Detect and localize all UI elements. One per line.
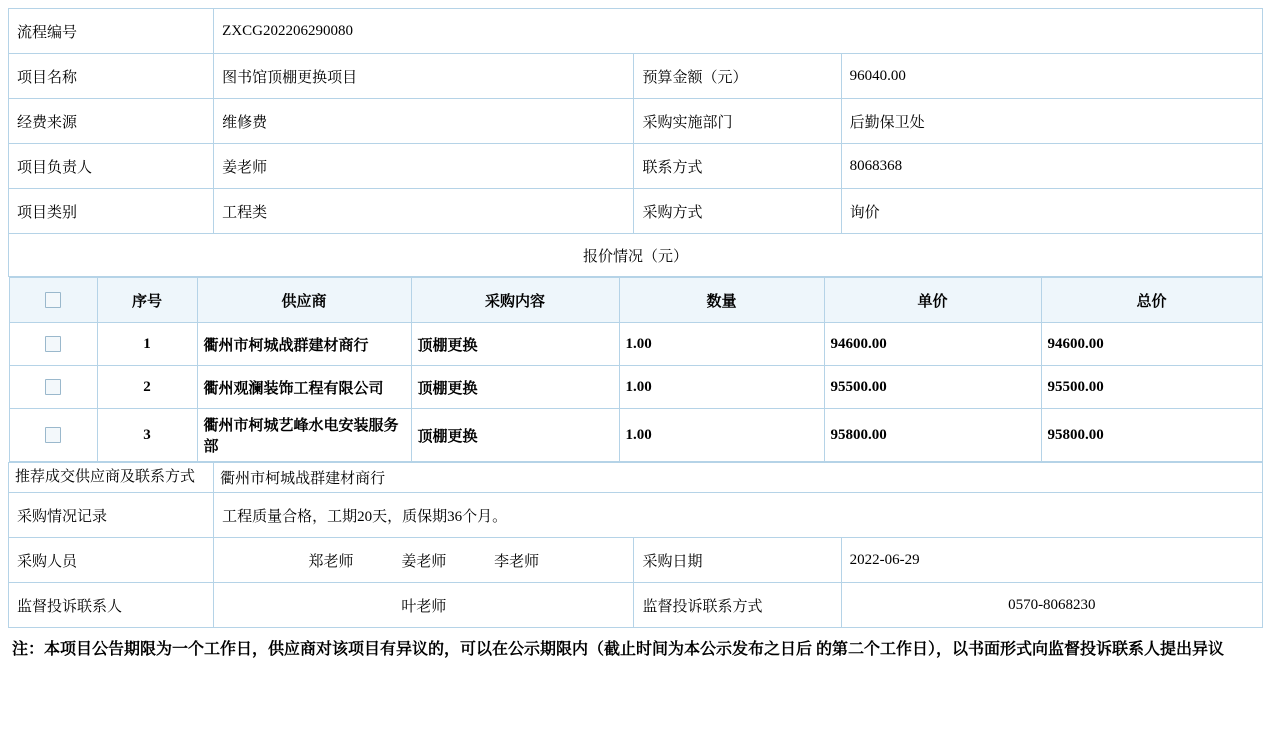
- buyer-name: 李老师: [494, 553, 540, 570]
- row-checkbox[interactable]: [45, 379, 61, 395]
- buyer-name: 姜老师: [401, 553, 447, 570]
- field-value-method: 询价: [841, 189, 1262, 234]
- table-row: [9, 277, 1263, 463]
- row-checkbox[interactable]: [45, 427, 61, 443]
- field-label-supervisor: 监督投诉联系人: [9, 583, 214, 628]
- cell-unit-price: 94600.00: [824, 323, 1041, 366]
- cell-total-price: 95500.00: [1041, 366, 1262, 409]
- table-row: [9, 366, 1262, 409]
- field-value-contact: 8068368: [841, 144, 1262, 189]
- cell-quantity: 1.00: [619, 323, 824, 366]
- section-title-quotes: 报价情况（元）: [9, 234, 1263, 277]
- cell-supplier: 衢州观澜装饰工程有限公司: [197, 366, 411, 409]
- cell-quantity: 1.00: [619, 409, 824, 462]
- field-label-buyers: 采购人员: [9, 538, 214, 583]
- field-label-supervisor-contact: 监督投诉联系方式: [634, 583, 841, 628]
- column-header-no: 序号: [97, 278, 197, 323]
- field-value-budget: 96040.00: [841, 54, 1262, 99]
- cell-content: 顶棚更换: [411, 409, 619, 462]
- field-value-recommended-supplier: 衢州市柯城战群建材商行: [214, 463, 1263, 493]
- column-header-unit-price: 单价: [824, 278, 1041, 323]
- row-checkbox[interactable]: [45, 336, 61, 352]
- cell-quantity: 1.00: [619, 366, 824, 409]
- field-value-purchase-record: 工程质量合格，工期20天，质保期36个月。: [214, 493, 1263, 538]
- table-row: [9, 583, 1263, 628]
- table-row: [9, 189, 1263, 234]
- field-label-purchase-date: 采购日期: [634, 538, 841, 583]
- table-row: [9, 9, 1263, 54]
- field-value-purchase-date: 2022-06-29: [841, 538, 1262, 583]
- field-label-department: 采购实施部门: [634, 99, 841, 144]
- table-row: [9, 463, 1263, 493]
- cell-total-price: 95800.00: [1041, 409, 1262, 462]
- select-all-header: [9, 278, 97, 323]
- announcement-note: 注：本项目公告期限为一个工作日，供应商对该项目有异议的，可以在公示期限内（截止时间为本公示发布之日后 的第二个工作日），以书面形式向监督投诉联系人提出异议: [12, 641, 1225, 658]
- field-value-supervisor-contact: 0570-8068230: [841, 583, 1262, 628]
- cell-supplier: 衢州市柯城战群建材商行: [197, 323, 411, 366]
- cell-unit-price: 95500.00: [824, 366, 1041, 409]
- field-label-contact: 联系方式: [634, 144, 841, 189]
- cell-no: 3: [97, 409, 197, 462]
- table-row: [9, 234, 1263, 277]
- field-label-manager: 项目负责人: [9, 144, 214, 189]
- select-all-checkbox[interactable]: [45, 292, 61, 308]
- table-row: [9, 323, 1262, 366]
- field-value-process-no: ZXCG202206290080: [214, 9, 1263, 54]
- field-value-category: 工程类: [214, 189, 634, 234]
- field-value-project-name: 图书馆顶棚更换项目: [214, 54, 634, 99]
- column-header-supplier: 供应商: [197, 278, 411, 323]
- field-label-category: 项目类别: [9, 189, 214, 234]
- field-value-buyers: [214, 538, 634, 583]
- field-label-process-no: 流程编号: [9, 9, 214, 54]
- field-value-fund-source: 维修费: [214, 99, 634, 144]
- cell-total-price: 94600.00: [1041, 323, 1262, 366]
- field-value-manager: 姜老师: [214, 144, 634, 189]
- field-value-supervisor: 叶老师: [214, 583, 634, 628]
- table-row: [9, 144, 1263, 189]
- table-row: [9, 409, 1262, 462]
- cell-no: 2: [97, 366, 197, 409]
- field-label-fund-source: 经费来源: [9, 99, 214, 144]
- field-label-project-name: 项目名称: [9, 54, 214, 99]
- bid-table: [9, 277, 1263, 462]
- cell-content: 顶棚更换: [411, 366, 619, 409]
- field-label-purchase-record: 采购情况记录: [9, 493, 214, 538]
- cell-no: 1: [97, 323, 197, 366]
- row-select-cell: [9, 323, 97, 366]
- field-label-recommended-supplier: 推荐成交供应商及联系方式: [9, 463, 214, 493]
- cell-unit-price: 95800.00: [824, 409, 1041, 462]
- column-header-quantity: 数量: [619, 278, 824, 323]
- bid-table-cell: [9, 277, 1263, 463]
- field-label-budget: 预算金额（元）: [634, 54, 841, 99]
- table-row: [9, 54, 1263, 99]
- column-header-content: 采购内容: [411, 278, 619, 323]
- table-row: [9, 99, 1263, 144]
- row-select-cell: [9, 366, 97, 409]
- cell-supplier: 衢州市柯城艺峰水电安装服务部: [197, 409, 411, 462]
- field-value-department: 后勤保卫处: [841, 99, 1262, 144]
- buyer-name: 郑老师: [308, 553, 354, 570]
- row-select-cell: [9, 409, 97, 462]
- field-label-method: 采购方式: [634, 189, 841, 234]
- table-row: [9, 493, 1263, 538]
- cell-content: 顶棚更换: [411, 323, 619, 366]
- column-header-total-price: 总价: [1041, 278, 1262, 323]
- bid-table-header-row: [9, 278, 1262, 323]
- project-info-table: [8, 8, 1263, 628]
- table-row: [9, 538, 1263, 583]
